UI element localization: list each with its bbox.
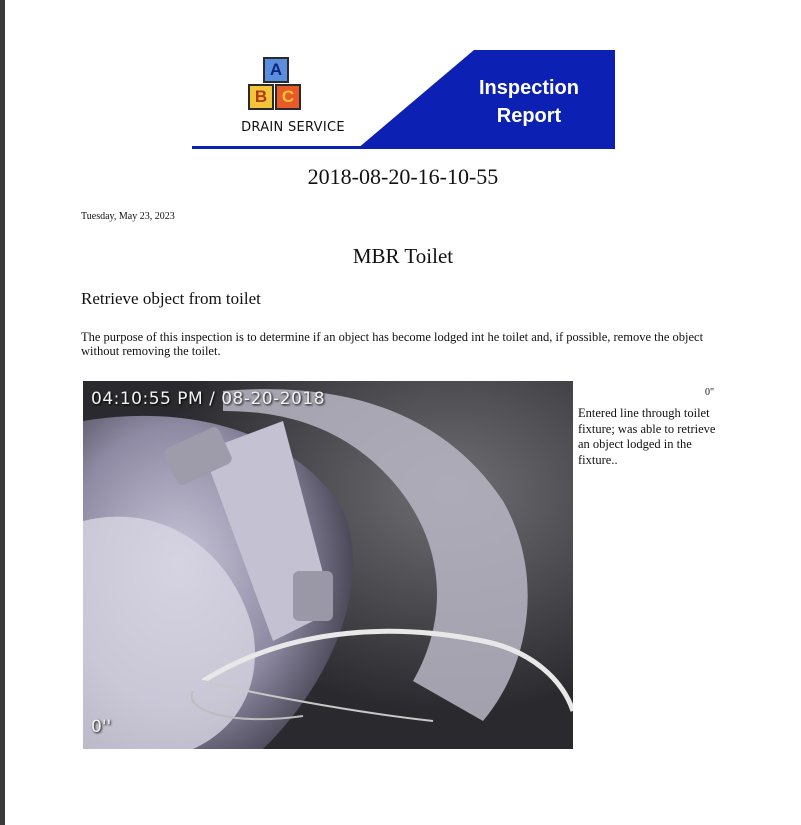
- inspection-purpose: The purpose of this inspection is to determine if an object has become lodged int he toilet and, if possible, remove the object without removing the toilet.: [81, 330, 704, 358]
- banner-underline: [192, 146, 615, 149]
- banner-title: [454, 74, 604, 130]
- report-banner: [192, 50, 615, 149]
- banner-title-line1: Inspection: [478, 77, 579, 99]
- observation-distance: 0": [705, 387, 715, 398]
- inspection-location: MBR Toilet: [352, 244, 454, 268]
- camera-timestamp: 04:10:55 PM / 08-20-2018: [91, 389, 326, 409]
- report-date: Tuesday, May 23, 2023: [81, 211, 175, 222]
- camera-image: [83, 381, 573, 749]
- logo-block-a: A: [263, 57, 289, 83]
- inspection-task: Retrieve object from toilet: [81, 289, 261, 308]
- logo-block-b: B: [248, 84, 274, 110]
- report-page: [5, 0, 801, 825]
- banner-title-line2: Report: [496, 105, 562, 127]
- logo-block-c: C: [275, 84, 301, 110]
- camera-distance: 0'': [91, 717, 112, 737]
- camera-scene: [83, 381, 573, 749]
- company-logo: [228, 54, 358, 144]
- logo-text: DRAIN SERVICE: [241, 120, 345, 135]
- observation-note: Entered line through toilet fixture; was able to retrieve an object lodged in the fixture..: [578, 406, 716, 467]
- report-id: 2018-08-20-16-10-55: [307, 164, 499, 189]
